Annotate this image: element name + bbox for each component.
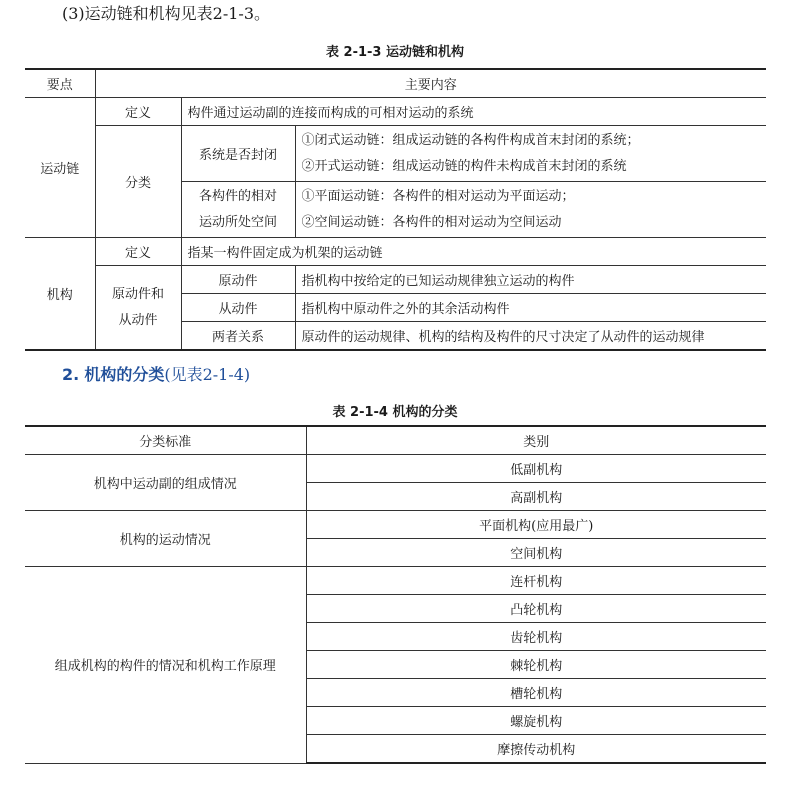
criterion-components: 组成机构的构件的情况和机构工作原理: [25, 567, 306, 764]
table-row: [25, 266, 766, 294]
group-label-line1: 原动件和: [111, 286, 164, 302]
space-text: [295, 182, 766, 238]
driver-label: 原动件: [181, 266, 295, 294]
space-label-line2: 运动所处空间: [198, 214, 277, 230]
category-item: 高副机构: [306, 483, 766, 511]
category-item: 低副机构: [306, 455, 766, 483]
group-label: [95, 266, 181, 351]
table-row: [25, 455, 766, 483]
space-item-1: ①平面运动链：各构件的相对运动为平面运动；: [301, 188, 575, 204]
chain-def-label: 定义: [95, 98, 181, 126]
category-item: 平面机构(应用最广): [306, 511, 766, 539]
driven-text: 指机构中原动件之外的其余活动构件: [295, 294, 766, 322]
mechanism-label: 机构: [25, 238, 95, 351]
table-row: [25, 98, 766, 126]
criterion-pair: 机构中运动副的组成情况: [25, 455, 306, 511]
table-row: [25, 567, 766, 595]
category-item: 齿轮机构: [306, 623, 766, 651]
space-label: [181, 182, 295, 238]
closed-label: 系统是否封闭: [181, 126, 295, 182]
relation-label: 两者关系: [181, 322, 295, 351]
chain-class-label: 分类: [95, 126, 181, 238]
space-item-2: ②空间运动链：各构件的相对运动为空间运动: [301, 214, 562, 230]
section-title: 机构的分类: [84, 365, 165, 384]
category-item: 凸轮机构: [306, 595, 766, 623]
driver-text: 指机构中按给定的已知运动规律独立运动的构件: [295, 266, 766, 294]
table2-caption: 表 2-1-4 机构的分类: [332, 405, 458, 420]
header-key: 要点: [25, 69, 95, 98]
section-subtitle: (见表2-1-4): [164, 365, 251, 384]
relation-text: 原动件的运动规律、机构的结构及构件的尺寸决定了从动件的运动规律: [295, 322, 766, 351]
category-item: 空间机构: [306, 539, 766, 567]
table-row: [25, 511, 766, 539]
table-row: [25, 238, 766, 266]
table-row: [25, 426, 766, 455]
closed-item-2: ②开式运动链：组成运动链的构件未构成首末封闭的系统: [301, 158, 627, 174]
header-content: 主要内容: [95, 69, 766, 98]
table-row: [25, 126, 766, 182]
closed-item-1: ①闭式运动链：组成运动链的各构件构成首末封闭的系统；: [301, 132, 640, 148]
table-mechanism-classification: [25, 425, 766, 764]
section-number: 2.: [62, 365, 80, 384]
mechanism-def-text: 指某一构件固定成为机架的运动链: [181, 238, 766, 266]
category-item: 螺旋机构: [306, 707, 766, 735]
section-heading: [62, 362, 250, 385]
intro-line: (3)运动链和机构见表2-1-3。: [62, 4, 271, 23]
space-label-line1: 各构件的相对: [198, 188, 277, 204]
category-item: 连杆机构: [306, 567, 766, 595]
header-criterion: 分类标准: [25, 426, 306, 455]
category-item: 摩擦传动机构: [306, 735, 766, 764]
group-label-line2: 从动件: [118, 312, 158, 328]
closed-text: [295, 126, 766, 182]
driven-label: 从动件: [181, 294, 295, 322]
table-kinematic-chain: [25, 68, 766, 351]
category-item: 棘轮机构: [306, 651, 766, 679]
chain-def-text: 构件通过运动副的连接而构成的可相对运动的系统: [181, 98, 766, 126]
category-item: 槽轮机构: [306, 679, 766, 707]
table-row: [25, 69, 766, 98]
chain-label: 运动链: [25, 98, 95, 238]
mechanism-def-label: 定义: [95, 238, 181, 266]
criterion-motion: 机构的运动情况: [25, 511, 306, 567]
table1-caption: 表 2-1-3 运动链和机构: [326, 45, 464, 60]
header-category: 类别: [306, 426, 766, 455]
